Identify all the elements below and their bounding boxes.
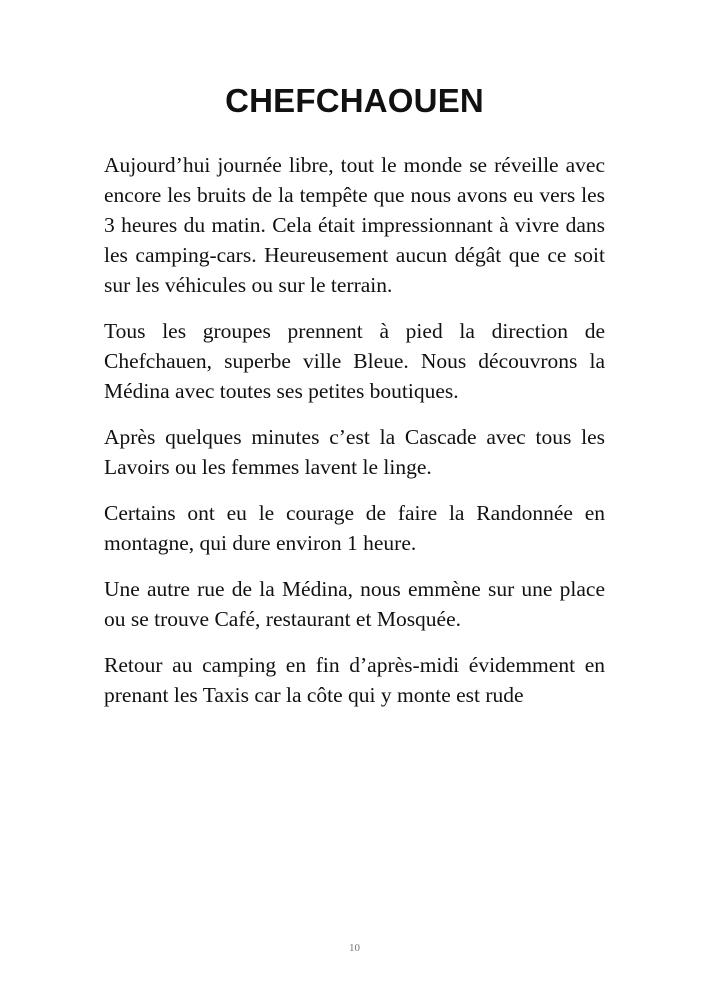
paragraph-storm: Aujourd’hui journée libre, tout le monde se réveille avec encore les bruits de la tempête que nous avons eu vers les 3 heures du matin. Cela était impressionnant à vivre dans les camping-cars. Heureusement aucun dégât que ce soit sur les véhicules ou sur le terrain. — [104, 153, 605, 297]
paragraph-cascade: Après quelques minutes c’est la Cascade avec tous les Lavoirs ou les femmes lavent le linge. — [104, 425, 605, 479]
paragraph-return: Retour au camping en fin d’après-midi évidemment en prenant les Taxis car la côte qui y monte est rude — [104, 653, 605, 707]
page-number: 10 — [349, 942, 360, 954]
page-title: CHEFCHAOUEN — [225, 82, 484, 119]
paragraph-hike: Certains ont eu le courage de faire la Randonnée en montagne, qui dure environ 1 heure. — [104, 501, 605, 555]
paragraph-square: Une autre rue de la Médina, nous emmène sur une place ou se trouve Café, restaurant et Mosquée. — [104, 577, 605, 631]
body-text — [104, 150, 605, 726]
paragraph-medina-walk: Tous les groupes prennent à pied la direction de Chefchauen, superbe ville Bleue. Nous découvrons la Médina avec toutes ses petites boutiques. — [104, 319, 605, 403]
